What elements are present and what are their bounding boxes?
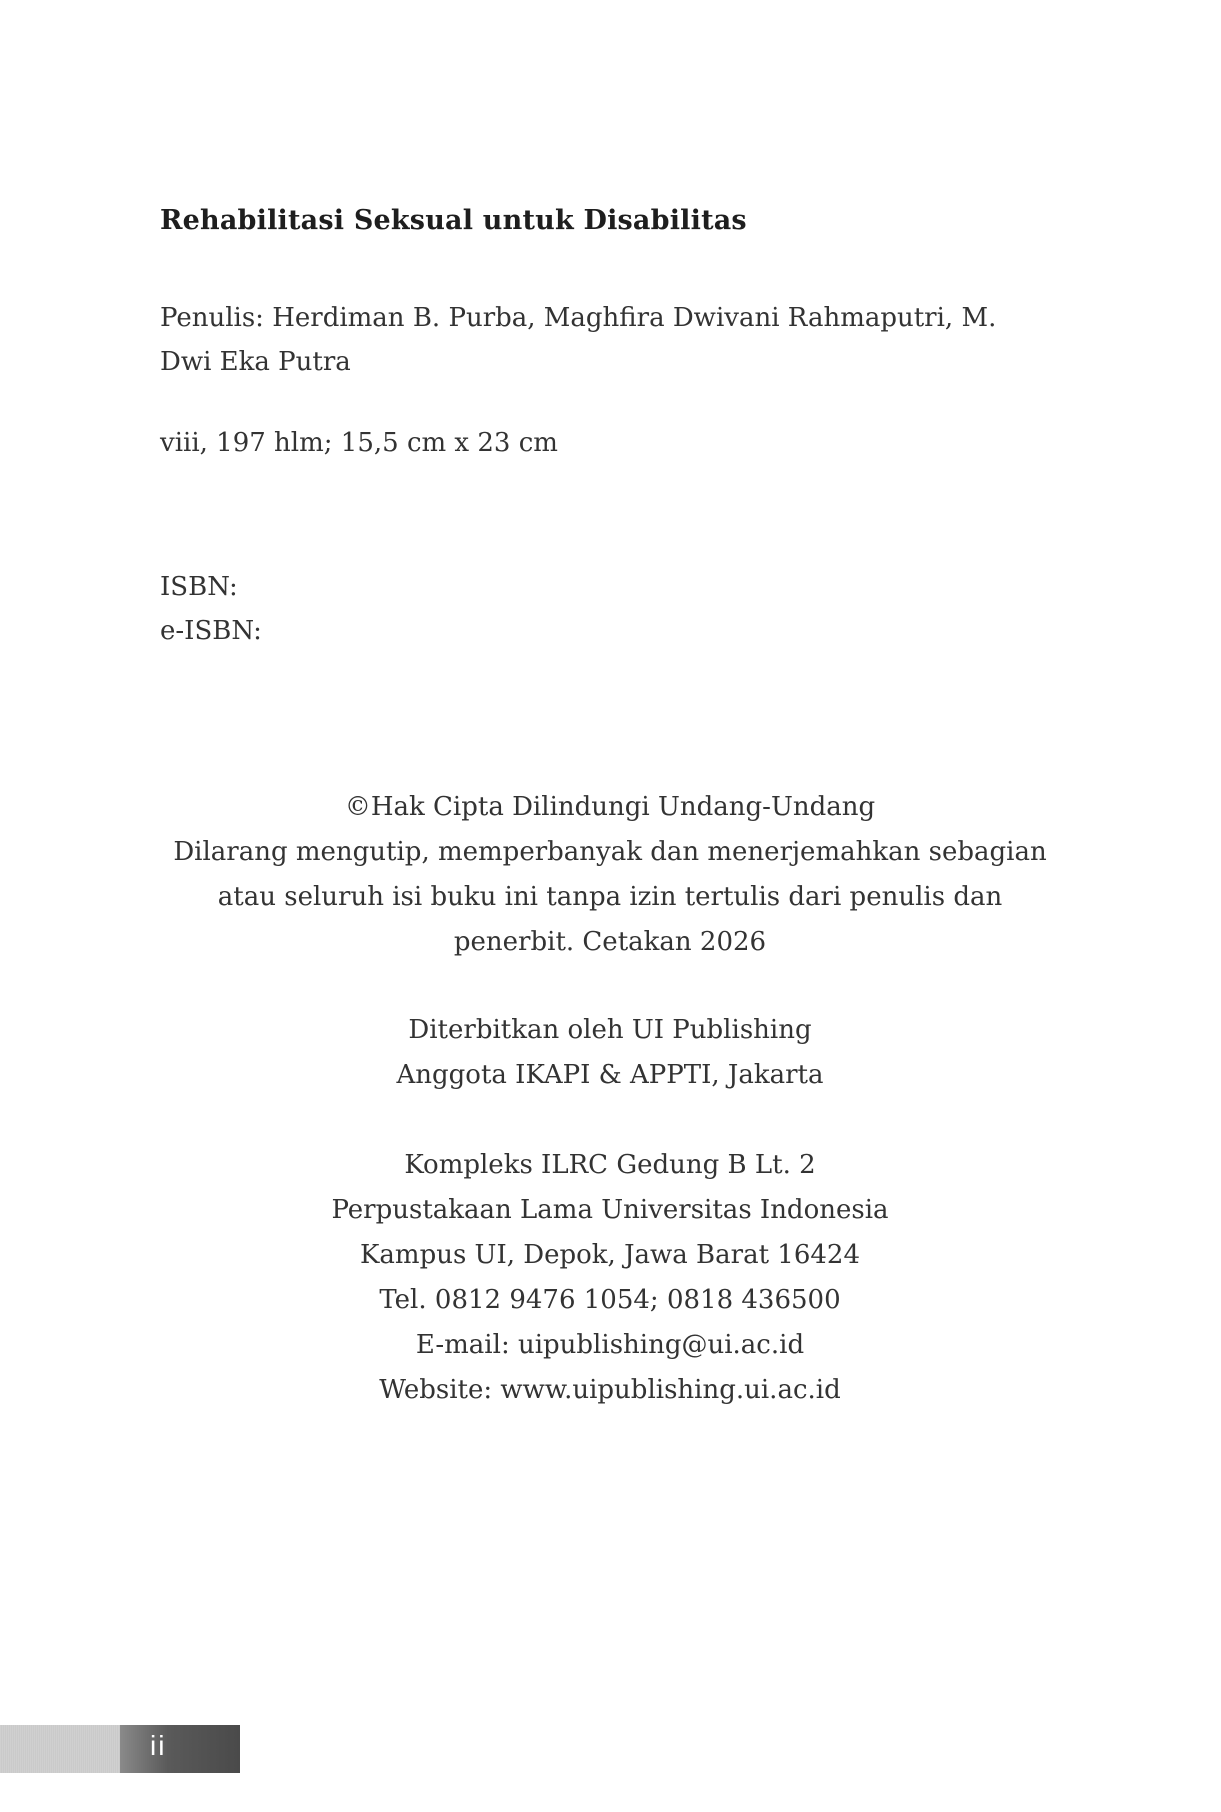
website-line: Website: www.uipublishing.ui.ac.id xyxy=(379,1375,841,1405)
authors-line-1: Penulis: Herdiman B. Purba, Maghfira Dwivani Rahmaputri, M. xyxy=(160,303,997,333)
copyright-line-1: ©Hak Cipta Dilindungi Undang-Undang xyxy=(344,792,876,822)
copyright-notice xyxy=(110,785,1110,965)
page-footer-bar xyxy=(0,1725,240,1773)
phone-line: Tel. 0812 9476 1054; 0818 436500 xyxy=(379,1285,841,1315)
authors xyxy=(160,296,1060,384)
authors-line-2: Dwi Eka Putra xyxy=(160,347,351,377)
address-line-1: Kompleks ILRC Gedung B Lt. 2 xyxy=(404,1150,816,1180)
publisher-info xyxy=(110,1008,1110,1098)
isbn-block xyxy=(160,565,262,653)
page-footer-bar-dark xyxy=(120,1725,240,1773)
page-number: ii xyxy=(150,1730,167,1761)
eisbn-label: e-ISBN: xyxy=(160,616,262,646)
copyright-line-2: Dilarang mengutip, memperbanyak dan menerjemahkan sebagian xyxy=(173,837,1047,867)
publisher-address xyxy=(110,1143,1110,1413)
email-line: E-mail: uipublishing@ui.ac.id xyxy=(415,1330,805,1360)
copyright-line-3: atau seluruh isi buku ini tanpa izin tertulis dari penulis dan xyxy=(217,882,1003,912)
address-line-2: Perpustakaan Lama Universitas Indonesia xyxy=(331,1195,889,1225)
isbn-label: ISBN: xyxy=(160,572,238,602)
publisher-line-1: Diterbitkan oleh UI Publishing xyxy=(408,1015,812,1045)
book-title: Rehabilitasi Seksual untuk Disabilitas xyxy=(160,205,747,236)
book-extent: viii, 197 hlm; 15,5 cm x 23 cm xyxy=(160,428,558,458)
copyright-line-4: penerbit. Cetakan 2026 xyxy=(453,927,767,957)
address-line-3: Kampus UI, Depok, Jawa Barat 16424 xyxy=(359,1240,860,1270)
publisher-line-2: Anggota IKAPI & APPTI, Jakarta xyxy=(396,1060,824,1090)
